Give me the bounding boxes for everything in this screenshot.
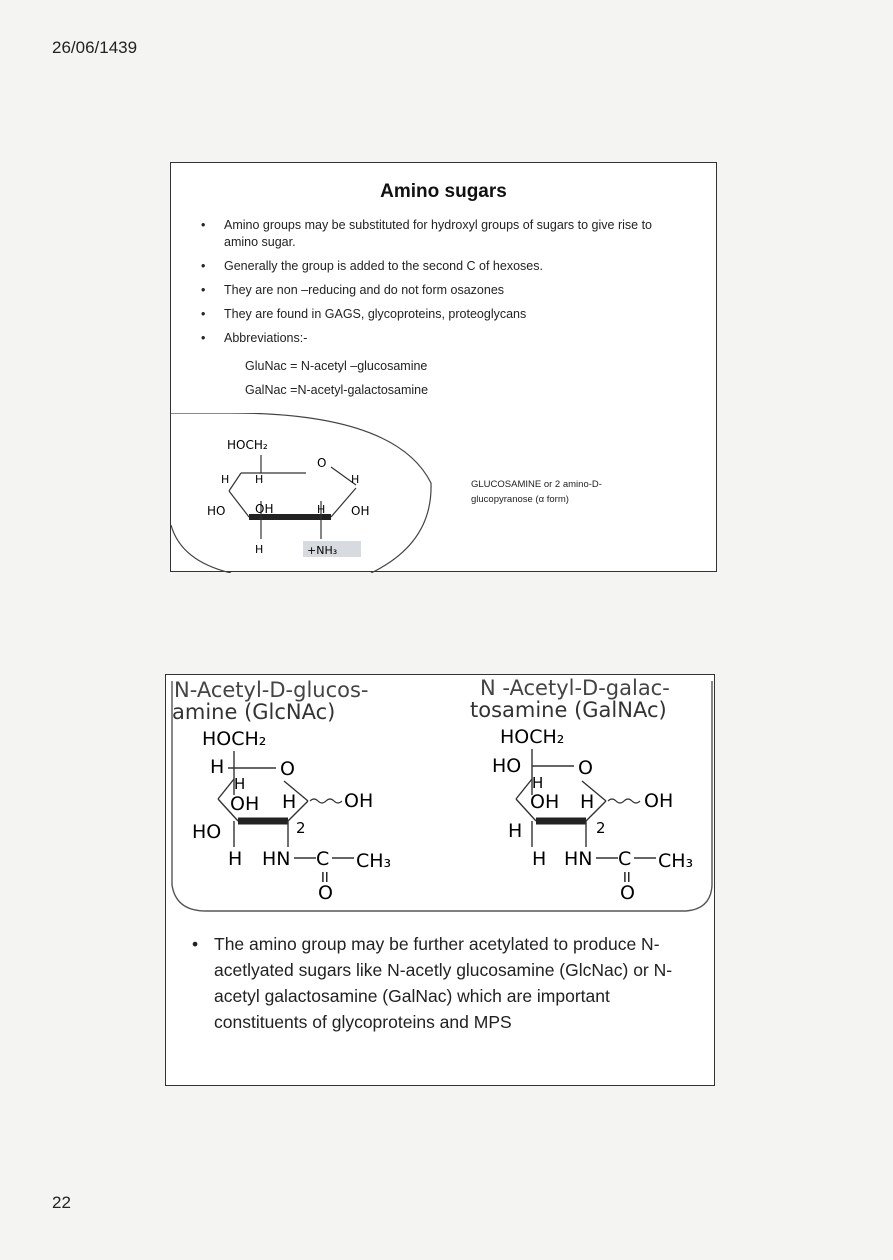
glcnac-double-bond: II	[321, 871, 329, 886]
bullet-item: • Abbreviations:-	[201, 330, 676, 347]
galnac-h-mid: H	[580, 791, 595, 813]
right-title-line2: tosamine (GalNAc)	[470, 698, 667, 722]
slide-acetyl-sugars	[165, 674, 715, 1086]
galnac-carbonyl-o: O	[620, 882, 635, 904]
glucosamine-structure	[171, 413, 716, 573]
galnac-hn: HN	[564, 848, 593, 870]
galnac-ho-top: HO	[492, 755, 522, 777]
bullet-item: • Generally the group is added to the second C of hexoses.	[201, 258, 676, 275]
oh-mid-label: OH	[255, 502, 274, 516]
slide-amino-sugars	[170, 162, 717, 572]
slide-title: Amino sugars	[380, 181, 507, 202]
hoch2-label: HOCH₂	[227, 438, 268, 452]
structure-caption	[471, 477, 602, 507]
h-inner-label: H	[255, 473, 264, 486]
glcnac-ring-o: O	[280, 758, 295, 780]
right-title-line1: N -Acetyl-D-galac-	[480, 676, 670, 700]
galnac-oh-anomeric: OH	[644, 790, 674, 812]
glcnac-c2: 2	[296, 819, 306, 837]
abbreviation-glunac: GluNac = N-acetyl –glucosamine	[245, 359, 428, 373]
bullet-item: • They are non –reducing and do not form osazones	[201, 282, 676, 299]
bullet-item: • They are found in GAGS, glycoproteins, proteoglycans	[201, 306, 676, 323]
glcnac-h-bottom: H	[228, 848, 243, 870]
caption-line: glucopyranose (α form)	[471, 494, 569, 505]
glcnac-ho: HO	[192, 821, 222, 843]
glcnac-hn: HN	[262, 848, 291, 870]
glcnac-h-mid: H	[282, 791, 297, 813]
galnac-h-bottom: H	[532, 848, 547, 870]
galnac-hoch2: HOCH₂	[500, 726, 565, 748]
oh-right-label: OH	[351, 504, 370, 518]
galnac-h-left: H	[508, 820, 523, 842]
left-title-line2: amine (GlcNAc)	[172, 700, 336, 724]
galnac-c2: 2	[596, 819, 606, 837]
bullet-list	[201, 217, 676, 354]
glcnac-ch3: CH₃	[356, 850, 392, 872]
acetyl-structures	[166, 675, 714, 915]
galnac-h-inner: H	[532, 774, 544, 792]
bullet-dot-icon: •	[192, 934, 199, 954]
acetylation-bullet	[192, 931, 692, 1035]
glcnac-h-inner: H	[234, 775, 246, 793]
abbreviation-galnac: GalNac =N-acetyl-galactosamine	[245, 383, 429, 397]
galnac-ring-o: O	[578, 757, 593, 779]
page-date: 26/06/1439	[52, 38, 138, 57]
nh3-label: +NH₃	[307, 544, 338, 557]
glcnac-carbonyl-o: O	[318, 882, 333, 904]
glcnac-c: C	[316, 848, 330, 870]
ho-label: HO	[207, 504, 226, 518]
galnac-ch3: CH₃	[658, 850, 694, 872]
ring-oxygen-label: O	[317, 456, 327, 470]
h-left-label: H	[221, 473, 230, 486]
galnac-oh: OH	[530, 791, 560, 813]
galnac-c: C	[618, 848, 632, 870]
h-mid-label: H	[317, 503, 326, 516]
h-bottom-label: H	[255, 543, 264, 556]
acetylation-text: The amino group may be further acetylated to produce N-acetlyated sugars like N-acetly glucosamine (GlcNac) or N-acetyl galactosamine (GalNac) which are important constituents of glycoproteins and MPS	[214, 934, 673, 1032]
left-title-line1: N-Acetyl-D-glucos-	[174, 678, 369, 702]
glcnac-hoch2: HOCH₂	[202, 728, 267, 750]
glcnac-oh: OH	[230, 793, 260, 815]
glcnac-oh-anomeric: OH	[344, 790, 374, 812]
glcnac-h-top: H	[210, 756, 225, 778]
galnac-double-bond: II	[623, 871, 631, 886]
bullet-item: • Amino groups may be substituted for hydroxyl groups of sugars to give rise to amino sugar.	[201, 217, 676, 251]
caption-line: GLUCOSAMINE or 2 amino-D-	[471, 479, 602, 490]
h-right-label: H	[351, 473, 360, 486]
page-number: 22	[52, 1193, 71, 1212]
